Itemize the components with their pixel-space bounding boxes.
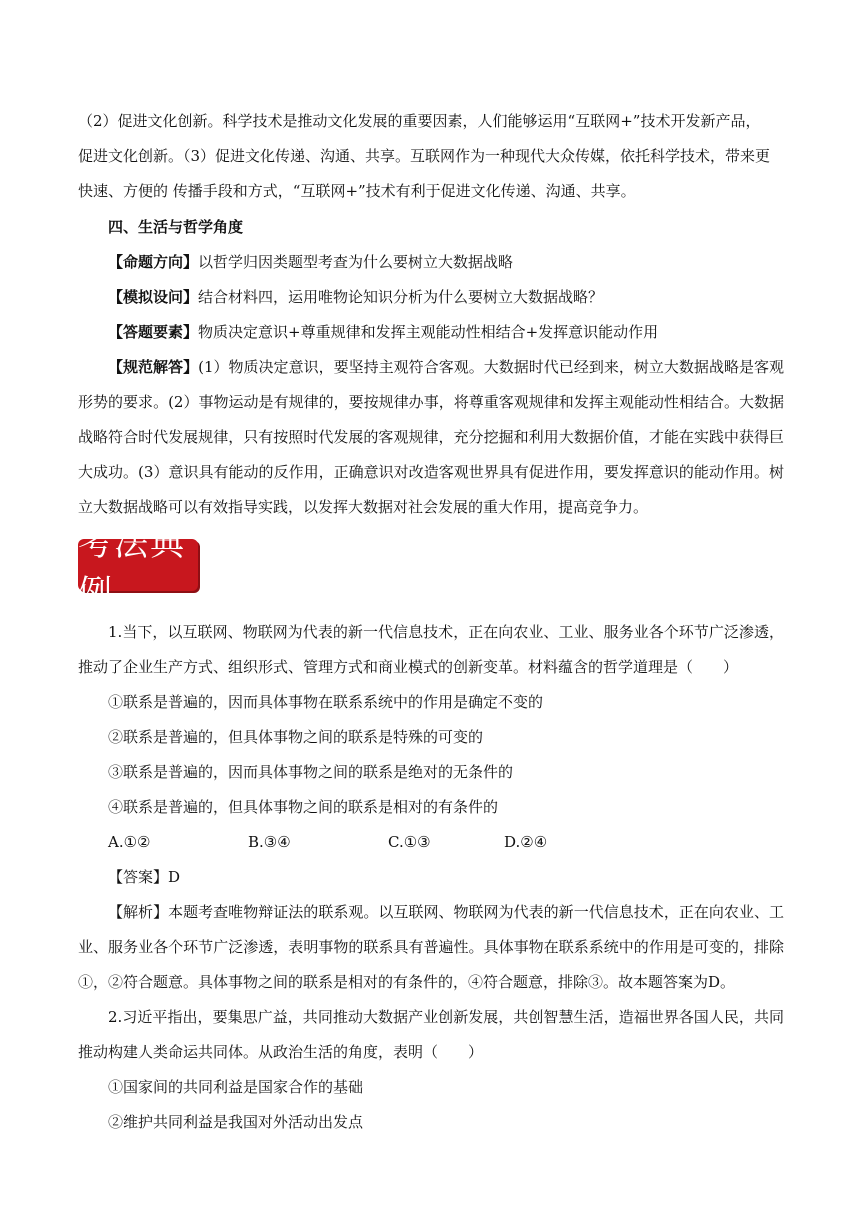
question-1-option: ③联系是普遍的，因而具体事物之间的联系是绝对的无条件的: [108, 763, 514, 781]
banner-label: 考法典例: [78, 539, 198, 591]
question-2-option: ②维护共同利益是我国对外活动出发点: [108, 1113, 364, 1131]
simulated-question: [78, 280, 784, 315]
text: (1）物质决定意识，要坚持主观符合客观。大数据时代已经到来，树立大数据战略是客观形势的要求。(2）事物运动是有规律的，要按规律办事，将尊重客观规律和发挥主观能动性相结合。大数据战略符合时代发展规律，只有按照时代发展的客观规律，充分挖掘和利用大数据价值，才能在实践中获得巨大成功。(3）意识具有能动的反作用，正确意识对改造客观世界具有促进作用，要发挥意识的能动作用。树立大数据战略可以有效指导实践，以发挥大数据对社会发展的重大作用，提高竞争力。: [78, 358, 784, 516]
question-1-option: ④联系是普遍的，但具体事物之间的联系是相对的有条件的: [108, 798, 499, 816]
label: 【命题方向】: [108, 253, 199, 271]
choice-c: C.①③: [388, 833, 431, 851]
label: 【规范解答】: [108, 358, 199, 376]
question-1-option: ①联系是普遍的，因而具体事物在联系系统中的作用是确定不变的: [108, 693, 544, 711]
text-line: （2）促进文化创新。科学技术是推动文化发展的重要因素，人们能够运用“互联网+”技术开发新产品，: [78, 112, 761, 130]
text: 以哲学归因类题型考查为什么要树立大数据战略: [198, 253, 514, 271]
choice-d: D.②④: [504, 833, 548, 851]
question-1-stem: 1.当下，以互联网、物联网为代表的新一代信息技术，正在向农业、工业、服务业各个环节广泛渗透，推动了企业生产方式、组织形式、管理方式和商业模式的创新变革。材料蕴含的哲学道理是（ ）: [78, 623, 784, 676]
text: 本题考查唯物辩证法的联系观。以互联网、物联网为代表的新一代信息技术，正在向农业、工业、服务业各个环节广泛渗透，表明事物的联系具有普遍性。具体事物在联系系统中的作用是可变的，排除①，②符合题意。具体事物之间的联系是相对的有条件的，④符合题意，排除③。故本题答案为D。: [78, 903, 784, 991]
label: 【模拟设问】: [108, 288, 199, 306]
document-body: [78, 104, 784, 1140]
question-2-stem: 2.习近平指出，要集思广益，共同推动大数据产业创新发展，共创智慧生活，造福世界各国人民，共同推动构建人类命运共同体。从政治生活的角度，表明（ ）: [78, 1008, 784, 1061]
text-line: 快速、方便的 传播手段和方式，“互联网+”技术有利于促进文化传递、沟通、共享。: [78, 182, 636, 200]
choice-a: A.①②: [108, 833, 151, 851]
question-1-answer: 【答案】D: [108, 868, 181, 886]
text-line: 促进文化创新。（3）促进文化传递、沟通、共享。互联网作为一种现代大众传媒，依托科学技术，带来更: [78, 147, 771, 165]
section-heading: 四、生活与哲学角度: [108, 218, 244, 236]
standard-answer: [78, 350, 784, 525]
text: 结合材料四，运用唯物论知识分析为什么要树立大数据战略？: [198, 288, 604, 306]
question-1-option: ②联系是普遍的，但具体事物之间的联系是特殊的可变的: [108, 728, 484, 746]
question-2-option: ①国家间的共同利益是国家合作的基础: [108, 1078, 364, 1096]
label: 【解析】: [108, 903, 169, 921]
proposition-direction: [78, 245, 784, 280]
answer-elements: [78, 315, 784, 350]
label: 【答题要素】: [108, 323, 199, 341]
question-1-choices: [78, 825, 784, 860]
choice-b: B.③④: [248, 833, 291, 851]
question-1-analysis: [78, 895, 784, 1000]
paragraph-culture-innovation: [78, 104, 784, 209]
section-banner: [78, 525, 784, 615]
text: 物质决定意识+尊重规律和发挥主观能动性相结合+发挥意识能动作用: [198, 323, 659, 341]
